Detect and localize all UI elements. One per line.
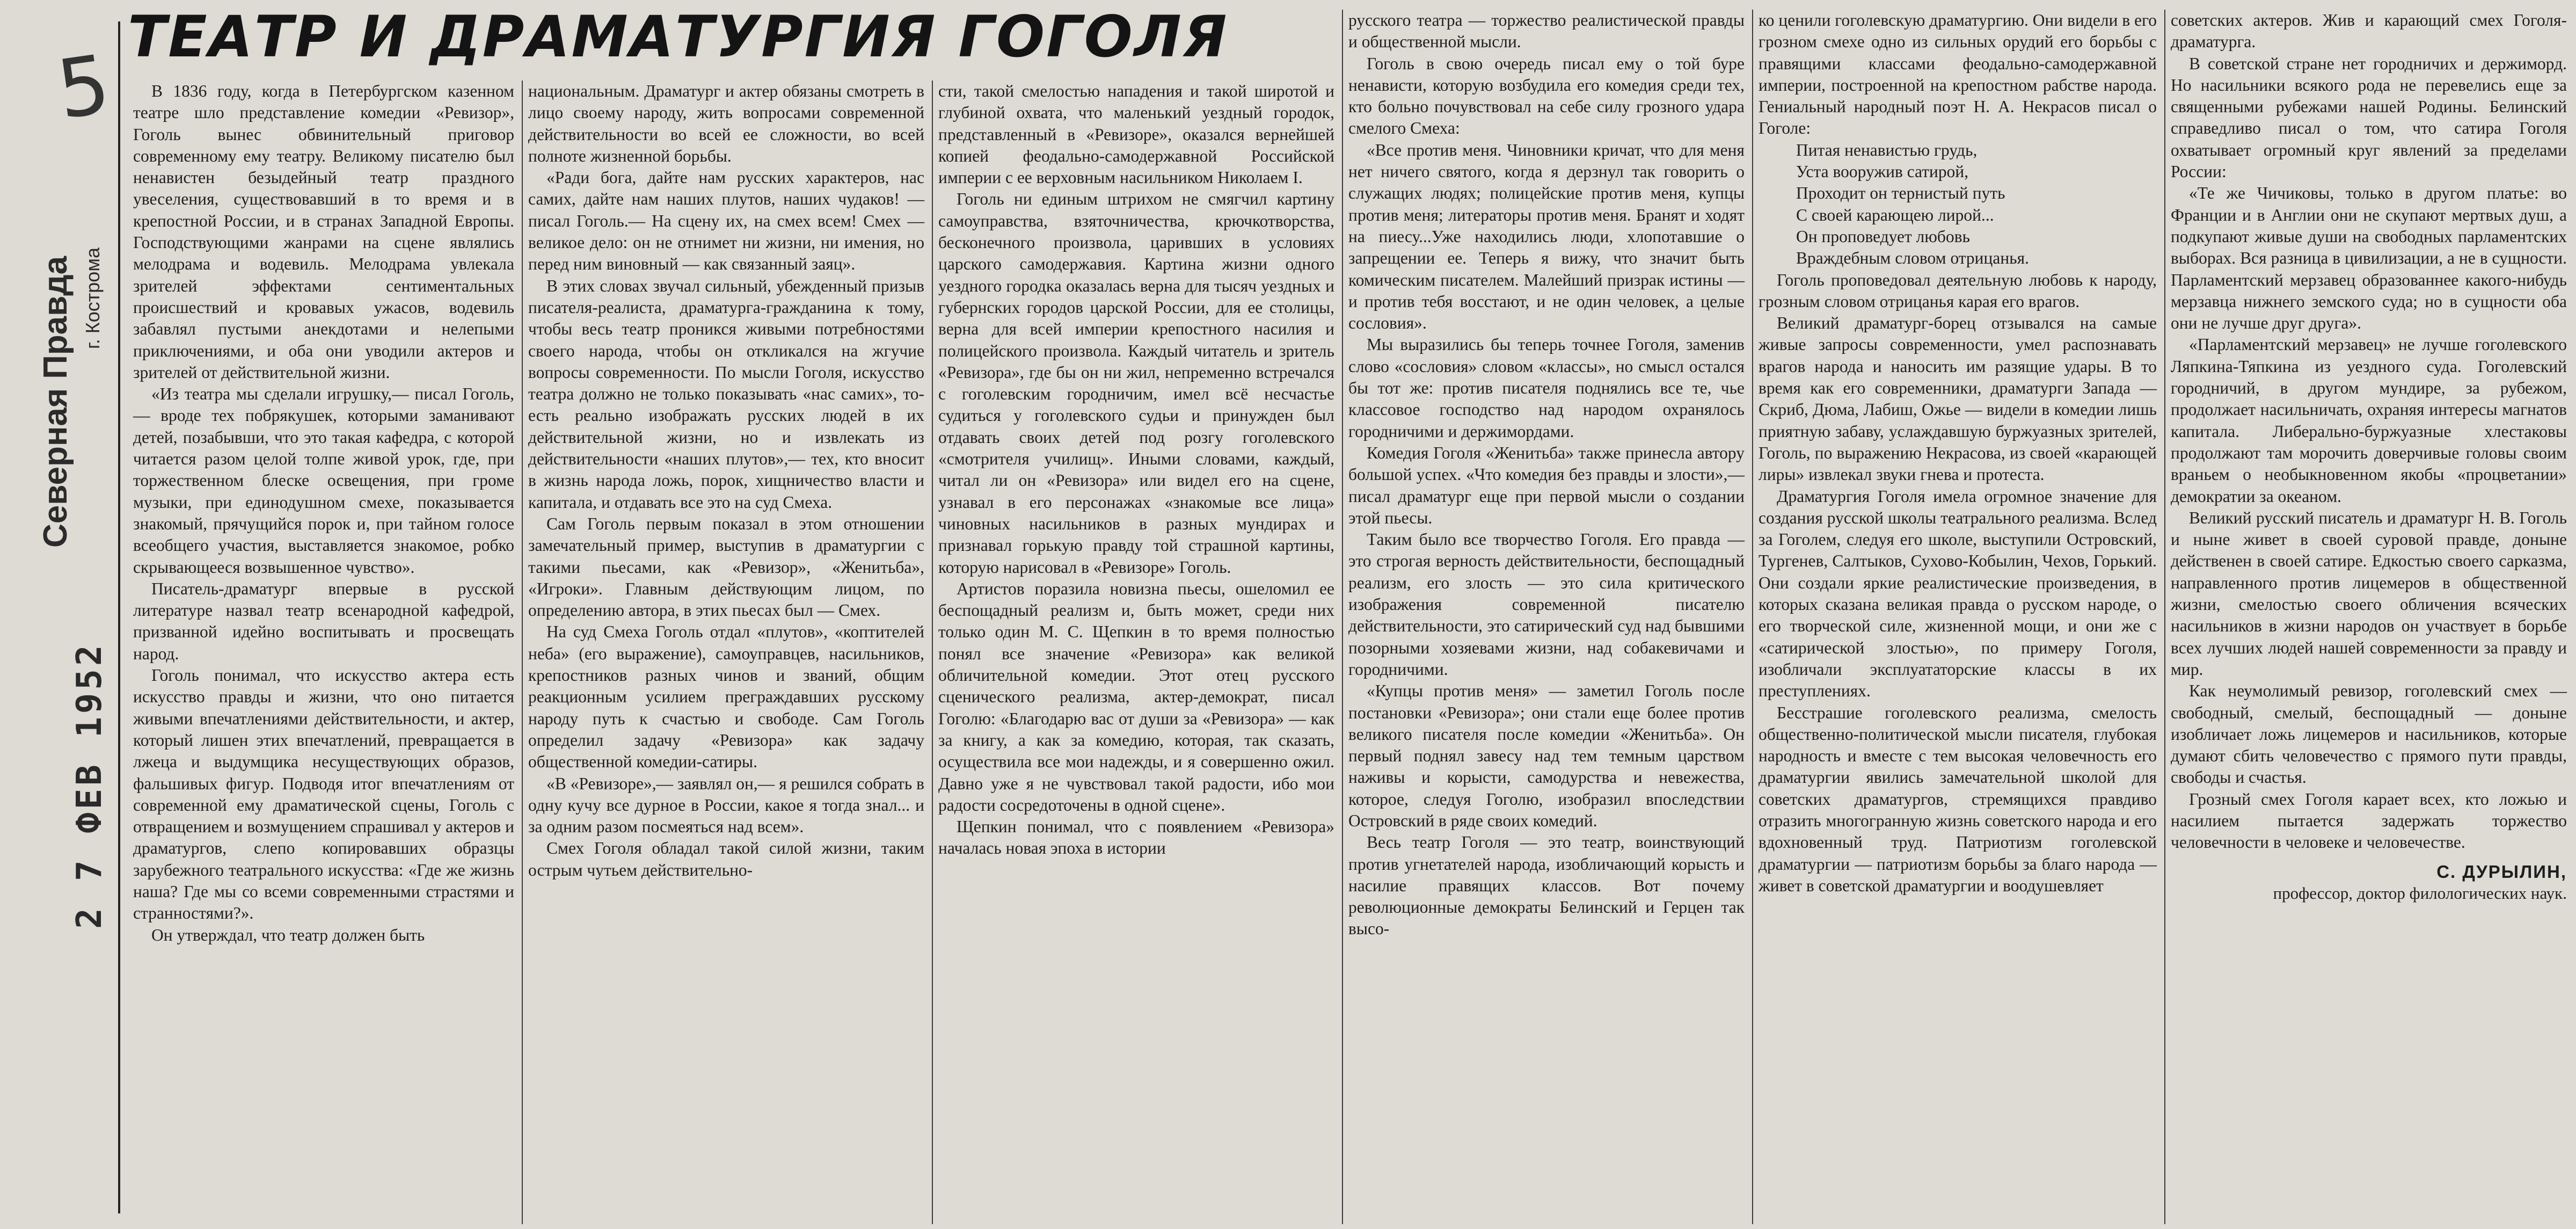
author-signature: С. ДУРЫЛИН, bbox=[2436, 861, 2567, 882]
paragraph: «Все против меня. Чиновники кричат, что для меня нет ничего святого, когда я дерзнул так говорить о служащих людях; полицейские против меня, купцы против меня; литераторы против меня. Бранят и ходят на пиесу...Уже находились люди, хлопотавшие о запрещении ее. Теперь я вижу, что значит быть комическим писателем. Малейший призрак истины — и против тебя восстают, и не один человек, а целые сословия». bbox=[1348, 140, 1745, 333]
paragraph: Он утверждал, что театр должен быть bbox=[151, 925, 425, 944]
paragraph: национальным. Драматург и актер обязаны смотреть в лицо своему народу, жить вопросами современной действительности во всей ее сложности, во всей полноте жизненной борьбы. bbox=[528, 82, 924, 165]
paragraph: ко ценили гоголевскую драматургию. Они видели в его грозном смехе одно из сильных орудий его борьбы с правящими классами феодально-самодержавной империи, построенной на крепостном рабстве народа. Гениальный народный поэт Н. А. Некрасов писал о Гоголе: bbox=[1758, 11, 2157, 138]
newspaper-city: г. Кострома bbox=[82, 247, 104, 349]
paragraph: «Из театра мы сделали игрушку,— писал Гоголь,— вроде тех побрякушек, которыми заманивают детей, позабывши, что это такая кафедра, с которой читается разом целой толпе живой урок, где, при торжественном блеске освещения, при громе музыки, при единодушном смехе, показывается знакомый, прячущийся порок и, при тайном голосе всеобщего участия, выставляется знакомое, робко скрывающееся возвышенное чувство». bbox=[133, 384, 514, 577]
article-headline: ТЕАТР И ДРАМАТУРГИЯ ГОГОЛЯ bbox=[128, 4, 1229, 70]
paragraph: сти, такой смелостью нападения и такой широтой и глубиной охвата, что маленький уездный городок, представленный в «Ревизоре», оказался вернейшей копией феодально-самодержавной Российской империи с ее верховным насильником Николаем I. bbox=[938, 82, 1334, 187]
handwritten-folio-number: 5 bbox=[52, 38, 116, 137]
article-column-2 bbox=[522, 81, 930, 1224]
paragraph: Артистов поразила новизна пьесы, ошеломил ее беспощадный реализм и, быть может, среди них только один М. С. Щепкин в то время полностью понял все значение «Ревизора» как великой обличительной комедии. Этот отец русского сценического реализма, актер-демократ, писал Гоголю: «Благодарю вас от души за «Ревизора» — как за книгу, а как за комедию, которая, так сказать, осуществила все мои надежды, и я совершенно ожил. Давно уже я не чувствовал такой радости, ибо мои радости сосредоточены в одной сцене». bbox=[938, 579, 1334, 815]
paragraph: Гоголь в свою очередь писал ему о той буре ненависти, которую возбудила его комедия среди тех, кто больно почувствовал на себе силу грозного удара смелого Смеха: bbox=[1348, 54, 1745, 138]
poem-line: Проходит он тернистый путь bbox=[1796, 184, 2005, 203]
paragraph: «Парламентский мерзавец» не лучше гоголевского Ляпкина-Тяпкина из уездного суда. Гоголевский городничий, в другом мундире, за рубежом, продолжает насильничать, охраняя интересы магнатов капитала. Либерально-буржуазные хлестаковы продолжают там морочить доверчивые головы своим враньем о необыкновенном якобы «процветании» демократии за океаном. bbox=[2171, 335, 2567, 506]
newspaper-name: Северная Правда bbox=[37, 256, 74, 548]
paragraph: Драматургия Гоголя имела огромное значение для создания русской школы театрального реализма. Вслед за Гоголем, следуя его школе, выступили Островский, Тургенев, Салтыков, Сухово-Кобылин, Чехов, Горький. Они создали яркие реалистические произведения, в которых сказана великая правда о русском народе, о его творческой силе, жизненной мощи, и они же с «сатирической злостью», по примеру Гоголя, изобличали эксплуататорские классы в их преступлениях. bbox=[1758, 486, 2157, 701]
paragraph: «Те же Чичиковы, только в другом платье: во Франции и в Англии они не скупают мертвых душ, а подкупают живые души на свободных парламентских выборах. Вся разница в цивилизации, а не в сущности. Парламентский мерзавец образованнее какого-нибудь мерзавца нижнего земского суда; но в сущности оба они не лучше друг друга». bbox=[2171, 184, 2567, 333]
article-column-4 bbox=[1342, 10, 1750, 1224]
paragraph: «В «Ревизоре»,— заявлял он,— я решился собрать в одну кучу все дурное в России, какое я тогда знал... и за одним разом посмеяться над всем». bbox=[528, 774, 924, 837]
paragraph: русского театра — торжество реалистической правды и общественной мысли. bbox=[1348, 11, 1745, 52]
clipping-margin bbox=[16, 21, 120, 1213]
article-column-3 bbox=[932, 81, 1340, 1224]
paragraph: Смех Гоголя обладал такой силой жизни, таким острым чутьем действительно- bbox=[528, 839, 924, 879]
paragraph: Мы выразились бы теперь точнее Гоголя, заменив слово «сословия» словом «классы», но смысл остался бы тот же: против писателя поднялись все те, чье классовое господство над народом охранялось городничими и держимордами. bbox=[1348, 335, 1745, 441]
paragraph: Грозный смех Гоголя карает всех, кто ложью и насилием пытается задержать торжество человечности в человеке и человечестве. bbox=[2171, 789, 2567, 852]
article-column-6 bbox=[2164, 10, 2572, 1224]
poem-line: Уста вооружив сатирой, bbox=[1796, 162, 1969, 181]
paragraph: Великий русский писатель и драматург Н. В. Гоголь и ныне живет в своей суровой правде, доныне действенен в своей сатире. Едкостью своего сарказма, направленного против лицемеров в общественной жизни, смелостью своего обличения всяческих насильников в жизни народов он участвует в борьбе всех лучших людей нашей современности за правду и мир. bbox=[2171, 508, 2567, 679]
paragraph: Гоголь ни единым штрихом не смягчил картину самоуправства, взяточничества, крючкотворства, бесконечного произвола, царивших в условиях царского самодержавия. Картина жизни одного уездного городка оказалась верна для тысяч уездных и губернских городов царской России, для ее столицы, верна для всей империи крепостного насилия и полицейского произвола. Каждый читатель и зритель «Ревизора», где бы он ни жил, непременно встречался с гоголевским городничим, имел всё несчастье судиться у гоголевского судьи и принужден был отдавать своих детей под розгу гоголевского «смотрителя училищ». Иными словами, каждый, читал ли он «Ревизора» или видел его на сцене, узнавал в его персонажах «знакомые все лица» чиновных насильников в разных мундирах и признавал горькую правду той страшной картины, которую нарисовал в «Ревизоре» Гоголь. bbox=[938, 190, 1334, 577]
article-column-5 bbox=[1752, 10, 2162, 1224]
paragraph: Писатель-драматург впервые в русской литературе назвал театр всенародной кафедрой, призванной идейно воспитывать и просвещать народ. bbox=[133, 579, 514, 663]
paragraph: Щепкин понимал, что с появлением «Ревизора» началась новая эпоха в истории bbox=[938, 817, 1334, 858]
paragraph: В этих словах звучал сильный, убежденный призыв писателя-реалиста, драматурга-гражданина к тому, чтобы весь театр проникся живыми потребностями своего народа, чтобы он откликался на жгучие вопросы современности. По мысли Гоголя, искусство театра должно не только показывать «нас самих», то-есть реально изображать русских людей в их действительной жизни, но и извлекать из действительности «наших плутов»,— тех, кто вносит в жизнь народа ложь, порок, хищничество власти и капитала, и отдавать все это на суд Смеха. bbox=[528, 276, 924, 512]
paragraph: В 1836 году, когда в Петербургском казенном театре шло представление комедии «Ревизор», Гоголь вынес обвинительный приговор современному ему театру. Великому писателю был ненавистен безыдейный театр праздного увеселения, существовавший в то время и в крепостной России, и в странах Западной Европы. Господствующими жанрами на сцене являлись мелодрама и водевиль. Мелодрама увлекала зрителей эффектами сентиментальных происшествий и кровавых ужасов, водевиль забавлял пустыми анекдотами и нелепыми приключениями, и оба они уводили актеров и зрителей от действительной жизни. bbox=[133, 82, 514, 382]
paragraph: Гоголь проповедовал деятельную любовь к народу, грозным словом отрицанья карая его врагов. bbox=[1758, 270, 2157, 311]
date-stamp: 2 7 ФЕВ 1952 bbox=[70, 642, 110, 929]
poem-line: Он проповедует любовь bbox=[1796, 227, 1970, 246]
paragraph: Гоголь понимал, что искусство актера есть искусство правды и жизни, что оно питается живыми впечатлениями действительности, и актер, который лишен этих впечатлений, превращается в лжеца и выдумщика несуществующих образов, фальшивых фигур. Подводя итог впечатлениям от современной ему драматической сцены, Гоголь с отвращением и возмущением спрашивал у актеров и драматургов, слепо копировавших образцы зарубежного театрального искусства: «Где же жизнь наша? Где мы со всеми современными страстями и странностями?». bbox=[133, 666, 514, 923]
paragraph: В советской стране нет городничих и держиморд. Но насильники всякого рода не перевелись еще за священными рубежами нашей Родины. Белинский справедливо писал о том, что сатира Гоголя охватывает огромный круг явлений за пределами России: bbox=[2171, 54, 2567, 181]
paragraph: На суд Смеха Гоголь отдал «плутов», «коптителей неба» (его выражение), самоуправцев, насильников, крепостников разных чинов и званий, общим реакционным усилием преграждавших русскому народу путь к счастью и свободе. Сам Гоголь определил задачу «Ревизора» как задачу общественной комедии-сатиры. bbox=[528, 622, 924, 772]
poem-line: Питая ненавистью грудь, bbox=[1796, 140, 1977, 159]
paragraph: Как неумолимый ревизор, гоголевский смех — свободный, смелый, беспощадный — доныне изобличает ложь лицемеров и насильников, которые думают сбить человечество с прямого пути правды, свободы и счастья. bbox=[2171, 681, 2567, 787]
article-column-1 bbox=[128, 81, 520, 1224]
paragraph: Весь театр Гоголя — это театр, воинствующий против угнетателей народа, изобличающий корысть и насилие правящих классов. Вот почему революционные демократы Белинский и Герцен так высо- bbox=[1348, 833, 1745, 939]
paragraph: Таким было все творчество Гоголя. Его правда — это строгая верность действительности, беспощадный реализм, его злость — это сила критического изображения современной писателю действительности, это сатирический суд над бывшими позорными хозяевами жизни, над собакевичами и городничими. bbox=[1348, 530, 1745, 679]
paragraph: «Купцы против меня» — заметил Гоголь после постановки «Ревизора»; они стали еще более против великого писателя после комедии «Женитьба». Он первый поднял завесу над тем темным царством наживы и корысти, самодурства и невежества, которое, следуя Гоголю, изобразил впоследствии Островский в ряде своих комедий. bbox=[1348, 681, 1745, 830]
poem-line: С своей карающею лирой... bbox=[1796, 205, 1994, 224]
nekrasov-poem bbox=[1758, 140, 2157, 270]
author-title: профессор, доктор филологических наук. bbox=[2273, 883, 2567, 903]
paragraph: Бесстрашие гоголевского реализма, смелость общественно-политической мысли писателя, глубокая народность и вместе с тем высокая человечность его драматургии явились замечательной школой для советских драматургов, стремящихся правдиво отразить многогранную жизнь советского народа и его вдохновенный труд. Патриотизм гоголевской драматургии — патриотизм борьбы за благо народа — живет в советской драматургии и воодушевляет bbox=[1758, 703, 2157, 895]
paragraph: Сам Гоголь первым показал в этом отношении замечательный пример, выступив в драматургии с такими пьесами, как «Ревизор», «Женитьба», «Игроки». Главным действующим лицом, по определению автора, в этих пьесах был — Смех. bbox=[528, 514, 924, 620]
poem-line: Враждебным словом отрицанья. bbox=[1796, 249, 2029, 268]
paragraph: Комедия Гоголя «Женитьба» также принесла автору большой успех. «Что комедия без правды и злости»,— писал драматург еще при первой мысли о создании этой пьесы. bbox=[1348, 443, 1745, 527]
paragraph: «Ради бога, дайте нам русских характеров, нас самих, дайте нам наших плутов, наших чудаков! — писал Гоголь.— На сцену их, на смех всем! Смех — великое дело: он не отнимет ни жизни, ни имения, но перед ним виновный — как связанный заяц». bbox=[528, 168, 924, 274]
paragraph: Великий драматург-борец отзывался на самые живые запросы современности, умел распознавать врагов народа и наносить им разящие удары. В то время как его современники, драматурги Запада — Скриб, Дюма, Лабиш, Ожье — видели в комедии лишь приятную забаву, услаждавшую буржуазных зрителей, Гоголь, по выражению Некрасова, из своей «карающей лиры» извлекал звуки гнева и протеста. bbox=[1758, 314, 2157, 484]
paragraph: советских актеров. Жив и карающий смех Гоголя-драматурга. bbox=[2171, 11, 2567, 52]
